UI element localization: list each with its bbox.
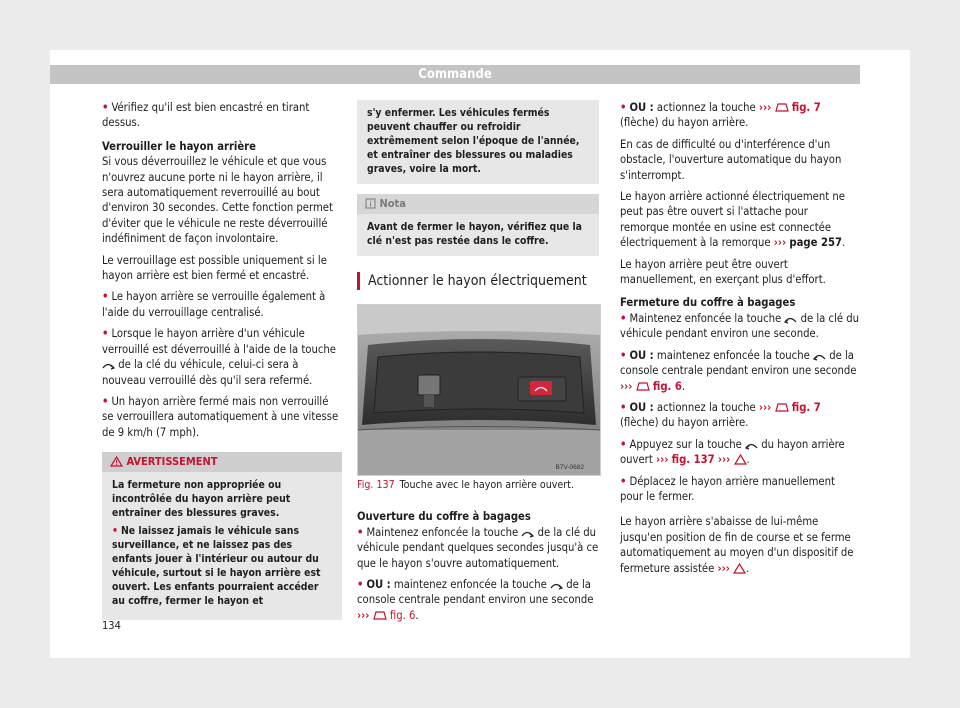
figure-code: B7V-0682 (555, 464, 584, 471)
key-close-icon (745, 440, 758, 450)
figure-image (357, 304, 601, 476)
bullet-icon: • (102, 327, 109, 341)
fig-reference[interactable]: fig. 137 (671, 453, 715, 467)
bullet-icon: • (620, 400, 627, 414)
warning-box-continued: s'y enfermer. Les véhicules fermés peuvent chauffer ou refroidir extrêmement selon l'époque de l'année, et entraîner des blessures ou maladies graves, voire la mort. (357, 100, 599, 184)
list-item: • OU : maintenez enfoncée la touche de la console centrale pendant environ une seconde ››› fig. 6. (620, 348, 857, 393)
list-item: • Déplacez le hayon arrière manuellement pour le fermer. (620, 474, 835, 503)
key-open-icon (521, 528, 534, 538)
bullet-icon: • (620, 101, 627, 114)
list-item: • Un hayon arrière fermé mais non verrouillé se verrouillera automatiquement à une vitesse de 9 km/h (7 mph). (102, 394, 339, 439)
subheading: Fermeture du coffre à bagages (620, 296, 796, 310)
bullet-icon: • (357, 525, 364, 539)
page-number: 134 (102, 619, 121, 632)
list-item: • Appuyez sur la touche du hayon arrière ouvert ››› fig. 137 ››› . (620, 437, 845, 467)
bullet-icon: • (102, 394, 109, 408)
warning-body: La fermeture non appropriée ou incontrôlée du hayon arrière peut entraîner des blessures graves. • Ne laissez jamais le véhicule sans surveillance, et ne laissez pas des enfants jouer à l'intérieur ou autour du véhicule, surtout si le hayon arrière est ouvert. Les enfants pourraient accéder au coffre, fermer le hayon et (102, 472, 342, 620)
paragraph: • Vérifiez qu'il est bien encastré en tirant dessus. (102, 101, 310, 130)
list-item: • OU : actionnez la touche ››› fig. 7 (flèche) du hayon arrière. (620, 400, 821, 430)
bullet-icon: • (620, 311, 627, 325)
paragraph: En cas de difficulté ou d'interférence d'un obstacle, l'ouverture automatique du hayon s'interrompt. (620, 137, 842, 182)
page-reference[interactable]: page 257 (789, 236, 842, 250)
column-2 (357, 100, 599, 629)
paragraph: Le hayon arrière actionné électriquement ne peut pas être ouvert si l'attache pour remorque montée en usine est connectée électriquement à la remorque ››› page 257. (620, 190, 846, 250)
warning-box (102, 452, 342, 620)
list-item: • OU : maintenez enfoncée la touche de la console centrale pendant environ une seconde ››› fig. 6. (357, 578, 594, 622)
section-title: Actionner le hayon électriquement (357, 272, 599, 290)
list-item: • Ne laissez jamais le véhicule sans surveillance, et ne laissez pas des enfants jouer à l'intérieur ou autour du véhicule, surtout si le hayon arrière est ouvert. Les enfants pourraient accéder au coffre, fermer le hayon et (112, 525, 321, 608)
list-item: • Maintenez enfoncée la touche de la clé du véhicule pendant quelques secondes jusqu'à ce que le hayon s'ouvre automatiquement. (357, 525, 599, 570)
page-header: Commande (50, 65, 860, 84)
tailgate-illustration (358, 305, 600, 475)
key-open-icon (102, 360, 115, 370)
fig-reference[interactable]: fig. 6 (389, 608, 416, 622)
car-symbol-icon (636, 380, 650, 392)
column-3 (620, 100, 860, 582)
bullet-icon: • (102, 290, 109, 304)
fig-reference[interactable]: fig. 7 (791, 101, 821, 114)
bullet-icon: • (620, 437, 627, 451)
paragraph: Le hayon arrière s'abaisse de lui-même jusqu'en position de fin de course et se ferme automatiquement au moyen d'un dispositif de fermeture assistée ››› . (620, 515, 854, 575)
car-symbol-icon (775, 401, 789, 413)
bullet-icon: • (620, 348, 627, 362)
paragraph: Le verrouillage est possible uniquement si le hayon arrière est bien fermé et encastré. (102, 253, 327, 283)
subheading: Ouverture du coffre à bagages (357, 510, 531, 524)
list-item: • Maintenez enfoncée la touche de la clé du véhicule pendant environ une seconde. (620, 311, 860, 341)
warning-icon (110, 456, 123, 467)
figure-caption: Fig. 137 Touche avec le hayon arrière ouvert. (357, 479, 574, 491)
info-icon (365, 198, 376, 209)
bullet-icon: • (112, 525, 118, 538)
bullet-icon: • (357, 578, 364, 592)
list-item: • Le hayon arrière se verrouille également à l'aide du verrouillage centralisé. (102, 290, 326, 319)
key-close-icon (784, 314, 797, 324)
list-item: • Lorsque le hayon arrière d'un véhicule verrouillé est déverrouillé à l'aide de la touche de la clé du véhicule, celui-ci sera à nouveau verrouillé dès qu'il sera refermé. (102, 327, 336, 387)
note-header: Nota (357, 194, 599, 214)
warning-header: AVERTISSEMENT (102, 452, 342, 472)
bullet-icon: • (620, 474, 627, 488)
fig-reference[interactable]: fig. 7 (791, 400, 821, 414)
paragraph: Le hayon arrière peut être ouvert manuellement, en exerçant plus d'effort. (620, 257, 826, 287)
column-1 (102, 100, 342, 620)
warning-icon (734, 454, 747, 465)
key-open-icon (550, 580, 563, 590)
subheading: Verrouiller le hayon arrière (102, 139, 256, 153)
key-close-icon (813, 351, 826, 361)
car-symbol-icon (373, 609, 387, 621)
list-item: • OU : actionnez la touche ››› fig. 7 (flèche) du hayon arrière. (620, 101, 821, 130)
paragraph: Si vous déverrouillez le véhicule et que vous n'ouvrez aucune porte ni le hayon arrière, il sera automatiquement reverrouillé au bout d'environ 30 secondes. Cette fonction permet d'éviter que le véhicule ne reste déverrouillé indéfiniment de façon involontaire. (102, 155, 333, 246)
fig-reference[interactable]: fig. 6 (652, 379, 682, 393)
bullet-icon: • (102, 101, 109, 114)
note-box: Nota Avant de fermer le hayon, vérifiez que la clé n'est pas restée dans le coffre. (357, 194, 599, 256)
car-symbol-icon (775, 101, 789, 113)
warning-icon (733, 563, 746, 574)
